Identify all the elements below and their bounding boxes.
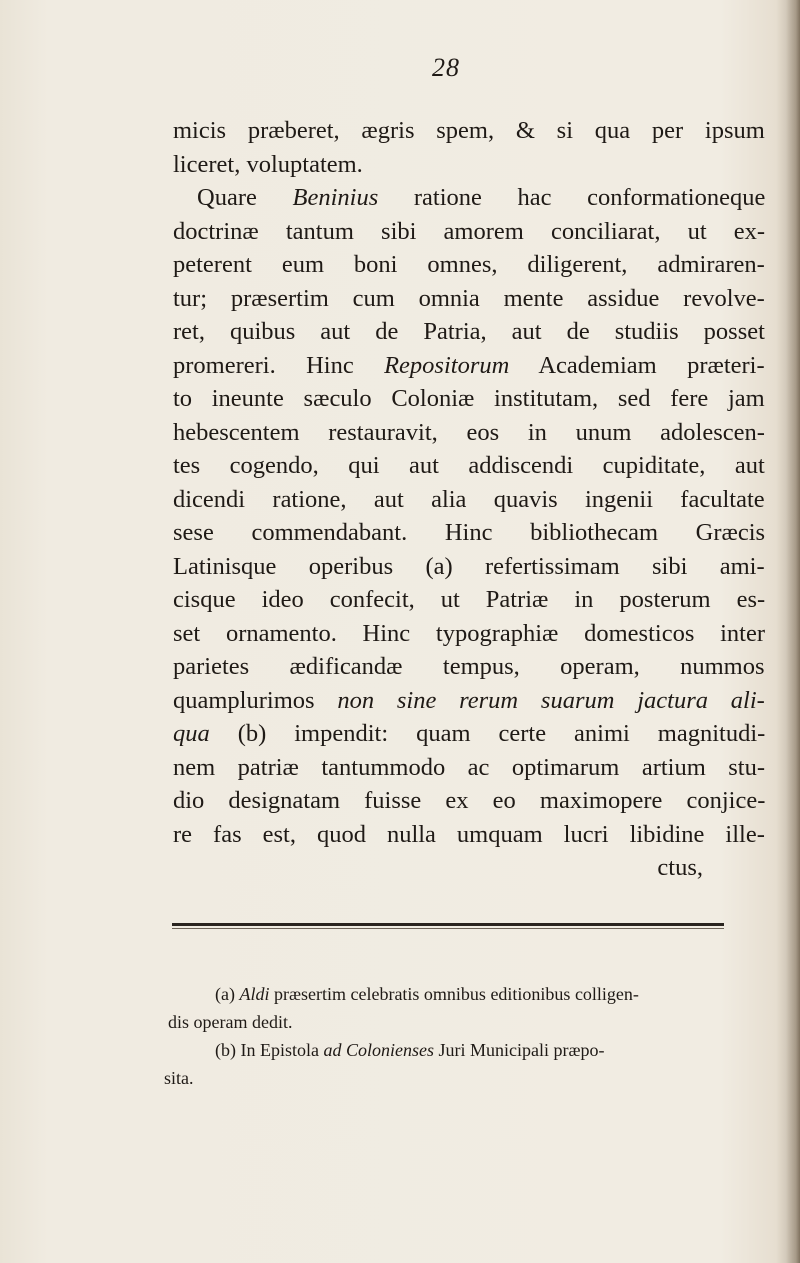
footnote-b-line-1 [160,1036,760,1064]
text-line-13 [173,516,765,550]
text-line-content: nem patriæ tantummodo ac optimarum artium stu- [173,753,765,781]
text-line-7 [173,315,765,349]
catchword: ctus, [657,854,703,881]
text-line-10 [173,416,765,450]
text-line-14 [173,550,765,584]
footnote-text: sita. [164,1068,194,1088]
text-line-content: micis præberet, ægris spem, & si qua per ipsum [173,117,765,144]
text-line-15 [173,583,765,617]
text-line-content: qua (b) impendit: quam certe animi magnitudi- [173,720,766,747]
footnote-text: dis operam dedit. [168,1012,293,1032]
text-line-content: dio designatam fuisse ex eo maximopere conjice- [173,787,766,814]
footnote-rule [172,923,724,926]
text-line-content: peterent eum boni omnes, diligerent, admiraren- [173,251,765,278]
text-line-20 [173,751,765,785]
footnote-text: (a) Aldi præsertim celebratis omnibus editionibus colligen- [215,984,639,1004]
text-line-content: doctrinæ tantum sibi amorem conciliarat, ut ex- [173,217,766,245]
text-line-4 [173,215,765,249]
text-line-8 [173,349,765,383]
text-line-2 [173,148,765,182]
text-line-content: Latinisque operibus (a) refertissimam sibi ami- [173,552,765,580]
text-line-content: promereri. Hinc Repositorum Academiam præteri- [173,351,765,379]
text-line-22 [173,818,765,852]
footnote-a-line-2 [160,1008,760,1036]
text-line-content: cisque ideo confecit, ut Patriæ in posterum es- [173,586,766,613]
main-text [173,114,765,885]
text-line-catchword [173,851,765,885]
text-line-content: dicendi ratione, aut alia quavis ingenii facultate [173,485,765,513]
footnote-text: (b) In Epistola ad Colonienses Juri Municipali præpo- [215,1040,605,1060]
text-line-content: quamplurimos non sine rerum suarum jactura ali- [173,686,765,714]
text-line-content: Quare Beninius ratione hac conformationeque [197,184,766,211]
text-line-content: set ornamento. Hinc typographiæ domesticos inter [173,619,765,647]
text-line-17 [173,650,765,684]
text-line-6 [173,282,765,316]
footnotes [160,980,760,1092]
text-line-content: to ineunte sæculo Coloniæ institutam, sed fere jam [173,385,765,412]
text-line-16 [173,617,765,651]
text-line-3 [173,181,765,215]
text-line-content: re fas est, quod nulla umquam lucri libidine ille- [173,820,765,848]
text-line-content: parietes ædificandæ tempus, operam, nummos [173,653,765,680]
text-line-11 [173,449,765,483]
text-line-1 [173,114,765,148]
text-line-12 [173,483,765,517]
text-line-content: tes cogendo, qui aut addiscendi cupiditate, aut [173,452,765,479]
text-line-content: tur; præsertim cum omnia mente assidue revolve- [173,284,765,312]
text-line-content: sese commendabant. Hinc bibliothecam Græcis [173,519,766,546]
footnote-b-line-2 [160,1064,760,1092]
text-line-content: hebescentem restauravit, eos in unum adolescen- [173,418,765,446]
page-number: 28 [432,53,460,82]
text-line-content: liceret, voluptatem. [173,150,363,178]
footnote-a-line-1 [160,980,760,1008]
page-edge-shadow [786,0,800,1263]
text-line-9 [173,382,765,416]
text-line-content: ret, quibus aut de Patria, aut de studiis posset [173,318,765,345]
text-line-18 [173,684,765,718]
footnote-rule-thin [172,928,724,929]
text-line-5 [173,248,765,282]
text-line-21 [173,784,765,818]
text-line-19 [173,717,765,751]
